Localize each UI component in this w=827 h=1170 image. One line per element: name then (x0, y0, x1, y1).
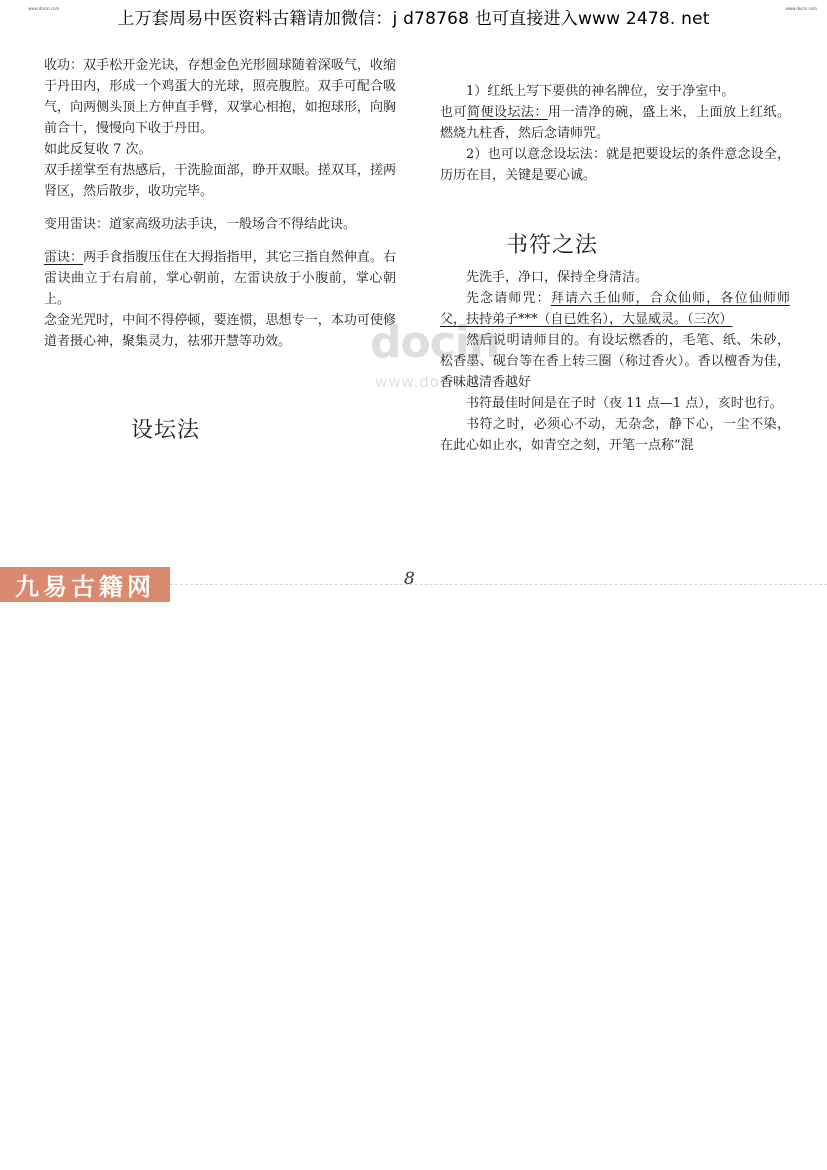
simple-altar-term: 简便设坛法： (466, 105, 548, 120)
right-column (440, 55, 790, 186)
paragraph-leijue (44, 247, 396, 310)
paragraph-mind-altar: 2）也可以意念设坛法：就是把要设坛的条件意念设全，历历在目，关键是要心诚。 (440, 147, 790, 183)
paragraph-simple-altar: 也可简便设坛法：用一清净的碗，盛上米，上面放上红纸。燃烧九柱香，然后念请师咒。 (440, 105, 790, 141)
paragraph-best-time: 书符最佳时间是在子时（夜 11 点—1 点），亥时也行。 (466, 396, 783, 411)
jiuyi-logo: 九易古籍网 (0, 567, 170, 602)
paragraph-jinguang: 念金光咒时，中间不得停顿，要连惯，思想专一，本功可使修道者摄心神，聚集灵力，祛邪开慧等功效。 (44, 313, 396, 349)
invocation-lead: 先念请师咒： (466, 291, 551, 306)
paragraph-invocation (440, 288, 790, 330)
left-column (44, 55, 396, 352)
paragraph-repeat: 如此反复收 7 次。 (44, 142, 152, 157)
leijue-term: 雷诀： (44, 250, 84, 265)
leijue-body: 两手食指腹压住在大拇指指甲，其它三指自然伸直。右雷诀曲立于右肩前，掌心朝前，左雷诀放于小腹前，掌心朝上。 (44, 250, 396, 307)
site-banner: 上万套周易中医资料古籍请加微信：j d78768 也可直接进入www 2478. net (117, 9, 710, 29)
paragraph-red-paper: 1）红纸上写下要供的神名牌位，安于净室中。 (466, 84, 735, 99)
docin-watermark: docin (370, 317, 500, 368)
paragraph-explain-purpose: 然后说明请师目的。有设坛燃香的，毛笔、纸、朱砂，松香墨、砚台等在香上转三圈（称过香火）。香以檀香为佳，香味越清香越好 (440, 333, 790, 390)
simple-altar-body: 用一清净的碗，盛上米，上面放上红纸。燃烧九柱香，然后念请师咒。 (440, 105, 790, 141)
header-tiny-left: www.docin.com (28, 6, 60, 11)
heading-shetanfa: 设坛法 (131, 418, 201, 443)
paragraph-leijue-variant: 变用雷诀：道家高级功法手诀，一般场合不得结此诀。 (44, 217, 357, 232)
paragraph-rub-hands: 双手搓掌至有热感后，干洗脸面部，睁开双眼。搓双耳，搓两肾区，然后散步，收功完毕。 (44, 163, 396, 199)
logo-divider (170, 584, 827, 585)
paragraph-wash-hands: 先洗手，净口，保持全身清洁。 (466, 270, 649, 285)
invocation-underlined: 拜请六壬仙师，合众仙师，各位仙师师父，扶持弟子***（自已姓名），大显威灵。（三次） (440, 291, 790, 327)
right-column-lower (440, 267, 790, 456)
docin-watermark-url: www.docin (375, 373, 465, 391)
heading-shufuzhifa: 书符之法 (506, 233, 599, 258)
header-tiny-right: www.docin.com (785, 6, 817, 11)
page-number: 8 (404, 569, 415, 589)
paragraph-writing-mind: 书符之时，必须心不动，无杂念，静下心，一尘不染，在此心如止水，如青空之刻，开笔一点称“混 (440, 417, 790, 453)
paragraph-shougong: 收功：双手松开金光诀，存想金色光形圆球随着深吸气，收缩于丹田内，形成一个鸡蛋大的光球，照亮腹腔。双手可配合吸气，向两侧头顶上方伸直手臂，双掌心相抱，如抱球形，向胸前合十，慢慢向下收于丹田。 (44, 58, 396, 136)
